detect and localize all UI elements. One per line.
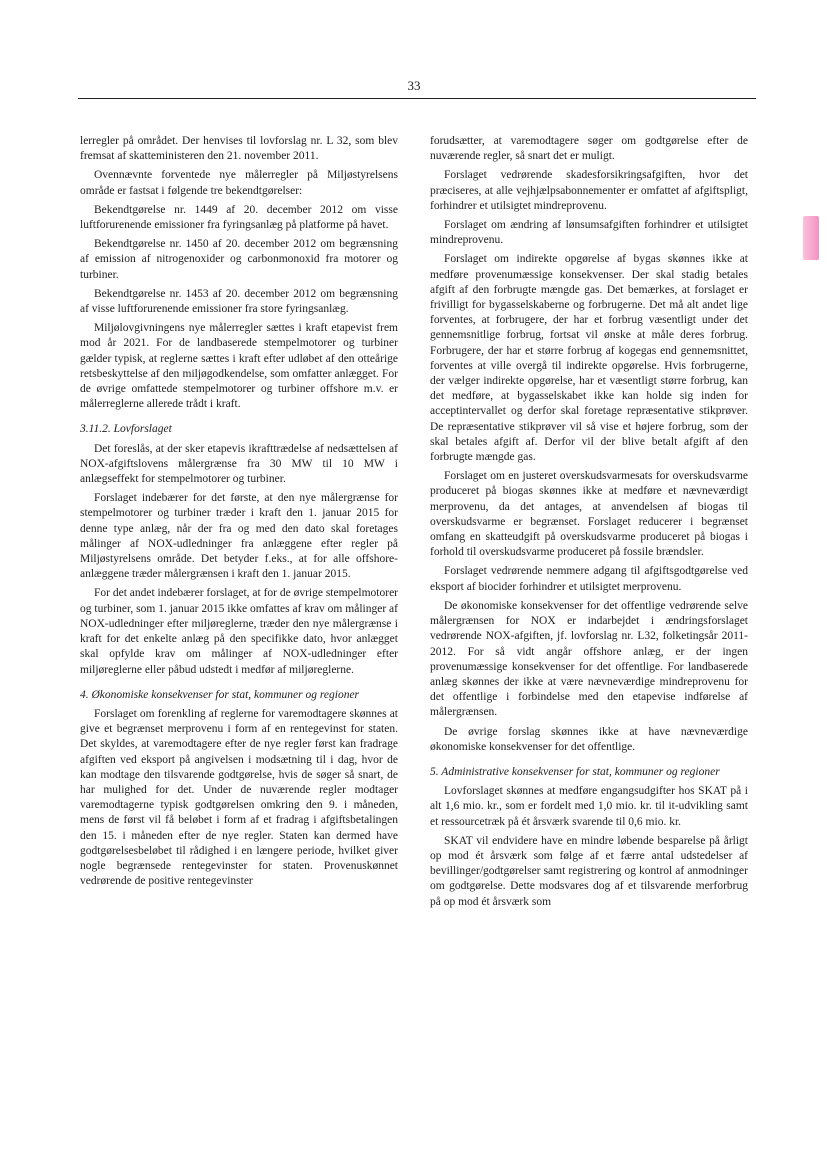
paragraph: De øvrige forslag skønnes ikke at have nævneværdige økonomiske konsekvenser for det offentlige. — [430, 725, 748, 753]
paragraph: Bekendtgørelse nr. 1453 af 20. december 2012 om begrænsning af visse luftforurenende emissioner fra store fyringsanlæg. — [80, 287, 398, 316]
left-column — [80, 134, 398, 893]
paragraph: Bekendtgørelse nr. 1450 af 20. december 2012 om begrænsning af emission af nitrogenoxider og carbonmonoxid fra motorer og turbiner. — [80, 238, 398, 281]
paragraph: Ovennævnte forventede nye målerregler på Miljøstyrelsens område er fastsat i følgende tre bekendtgørelser: — [80, 169, 398, 197]
header-rule — [78, 98, 756, 99]
paragraph: De økonomiske konsekvenser for det offentlige vedrørende selve målergrænsen for NOX er indarbejdet i ændringsforslaget vedrørende NOX-afgiften, jf. lovforslag nr. L32, folketingsår 2011-2012. For så vidt angår offshore anlæg, er der ingen provenumæssige konsekvenser for det offentlige. For landbaserede anlæg skønnes der ikke at være nævneværdige mindreprovenu for det offentlige i forbindelse med den etapevise indførelse af målergrænsen. — [430, 599, 748, 719]
paragraph: Forslaget om en justeret overskudsvarmesats for overskudsvarme produceret på biogas skønnes ikke at medføre et nævneværdigt merprovenu, da det antages, at anvendelsen af biogas til overskudsvarme er begrænset. Forslaget reducerer i begrænset omfang en skatteudgift på overskudsvarme produceret på biogas i forhold til overskudsvarme produceret på fossile brændsler. — [430, 470, 748, 559]
paragraph: Bekendtgørelse nr. 1449 af 20. december 2012 om visse luftforurenende emissioner fra fyringsanlæg på platforme på havet. — [80, 203, 398, 232]
paragraph: Forslaget vedrørende skadesforsikringsafgiften, hvor det præciseres, at alle vejhjælpsabonnementer er omfattet af afgiftspligt, forhindrer et utilsigtet mindreprovenu. — [430, 169, 748, 212]
paragraph: Lovforslaget skønnes at medføre engangsudgifter hos SKAT på i alt 1,6 mio. kr., som er fordelt med 1,0 mio. kr. til it-udvikling samt et ressourcetræk på ét årsværk svarende til 0,6 mio. kr. — [430, 785, 748, 828]
paragraph: forudsætter, at varemodtagere søger om godtgørelse efter de nuværende regler, så snart det er muligt. — [430, 135, 748, 163]
right-column — [430, 134, 748, 914]
section-heading: 4. Økonomiske konsekvenser for stat, kommuner og regioner — [80, 688, 360, 701]
paragraph: Forslaget om indirekte opgørelse af bygas skønnes ikke at medføre provenumæssige konsekvenser. Der skal stadig betales afgift af den forbrugte mængde gas. Det bemærkes, at forslaget er frivilligt for bygasselskaberne og forbrugerne. Det må alt andet lige forventes, at forbrugere, der har et forbrug væsentligt under det gennemsnitlige forbrug, fortsat vil ønske at måle deres forbrug. Forbrugere, der har et større forbrug af kogegas end gennemsnittet, forventes at ville overgå til indirekte opgørelse. Hvis forbrugerne, der vælger indirekte opgørelse, har et væsentligt større forbrug, kan det medføre, at bygasselskabet ikke kan holde sig inden for acceptintervallet og derfor skal foretage repræsentative stikprøver. De repræsentative stikprøver vil så vise et højere forbrug, som der skal betales afgift af. Derfor vil der blive betalt afgift af den forbrugte mængde gas. — [430, 253, 748, 464]
paragraph: For det andet indebærer forslaget, at for de øvrige stempelmotorer og turbiner, som 1. januar 2015 ikke omfattes af krav om målinger af NOX-udledninger efter miljøreglerne, træder den nye målergrænse i kraft for det enkelte anlæg på den specifikke dato, hvor anlægget skal opfylde krav om målinger af NOX-udledninger efter miljøreglerne eller påbud udstedt i medfør af miljøreglerne. — [80, 587, 399, 676]
paragraph: Det foreslås, at der sker etapevis ikrafttrædelse af nedsættelsen af NOX-afgiftslovens målergrænse fra 30 MW til 10 MW i anlægseffekt for stempelmotorer og turbiner. — [80, 442, 398, 486]
paragraph: Forslaget vedrørende nemmere adgang til afgiftsgodtgørelse ved eksport af biocider forhindrer et utilsigtet merprovenu. — [430, 565, 748, 593]
paragraph: Miljølovgivningens nye målerregler sættes i kraft etapevist frem mod år 2021. For de landbaserede stempelmotorer og turbiner gælder typisk, at reglerne sættes i kraft efter udløbet af den otteårige retsbeskyttelse af den miljøgodkendelse, som omfatter anlægget. For de øvrige omfattede stempelmotorer og turbiner offshore m.v. er målerreglerne allerede trådt i kraft. — [80, 322, 398, 411]
pink-sticky-note — [803, 216, 819, 260]
paragraph: Forslaget indebærer for det første, at den nye målergrænse for stempelmotorer og turbiner træder i kraft den 1. januar 2015 for denne type anlæg, når der fra og med den dato skal foretages målinger af NOX-udledninger fra anlæggene efter regler på Miljøstyrelsens område. Det betyder f.eks., at for alle offshore-anlæggene træder målergrænsen i kraft den 1. januar 2015. — [80, 492, 398, 581]
page-number: 33 — [407, 78, 421, 93]
paragraph: lerregler på området. Der henvises til lovforslag nr. L 32, som blev fremsat af skatteministeren den 21. november 2011. — [80, 135, 398, 163]
paragraph: Forslaget om forenkling af reglerne for varemodtagere skønnes at give et begrænset merprovenu i form af en rentegevinst for staten. Det skyldes, at varemodtagere efter de nye regler først kan fradrage afgiften ved eksport på angivelsen i modsætning til i dag, hvor de kan modtage den tilsvarende godtgørelse, hvis de søger så snart, de har mulighed for det. Under de nuværende regler modtager varemodtagerne typisk godtgørelsen omkring den 9. i måneden, mens de først vil få beløbet i form af et fradrag i afgiftsbetalingen den 15. i måneden efter de nye regler. Staten kan dermed have godtgørelsesbeløbet til rådighed i en længere periode, hvilket giver nogle begrænsede rentegevinster for staten. Provenuskønnet vedrørende de positive rentegevinster — [80, 707, 398, 888]
section-heading: 5. Administrative konsekvenser for stat, kommuner og regioner — [430, 765, 720, 778]
section-heading: 3.11.2. Lovforslaget — [80, 423, 172, 436]
paragraph: Forslaget om ændring af lønsumsafgiften forhindrer et utilsigtet mindreprovenu. — [430, 219, 748, 247]
paragraph: SKAT vil endvidere have en mindre løbende besparelse på årligt op mod ét årsværk som følge af et færre antal udstedelser af bevillinger/godtgørelser samt registrering og kontrol af anmodninger om godtgørelse. Dette modsvares dog af et tilsvarende merforbrug på op mod ét årsværk som — [430, 834, 748, 908]
